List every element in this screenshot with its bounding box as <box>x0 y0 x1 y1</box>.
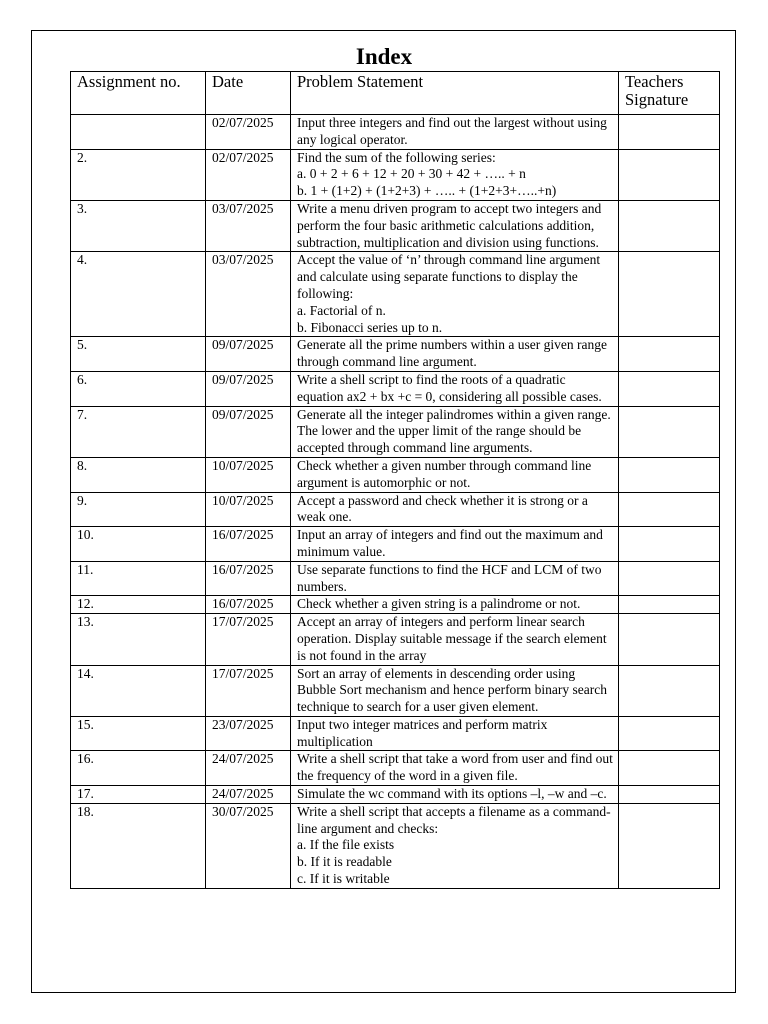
problem-statement-line: Write a shell script to find the roots of a quadratic equation ax2 + bx +c = 0, considering all possible cases. <box>297 371 602 404</box>
assignment-number-cell: 14. <box>71 665 206 716</box>
problem-statement-line: Accept the value of ‘n’ through command line argument and calculate using separate functions to display the following: <box>297 252 601 301</box>
teachers-signature-cell <box>619 786 720 804</box>
date-cell: 24/07/2025 <box>206 751 291 786</box>
problem-statement-line: c. If it is writable <box>297 871 390 887</box>
problem-statement-line: Simulate the wc command with its options –l, –w and –c. <box>297 786 607 802</box>
table-row <box>71 252 720 337</box>
table-row <box>71 786 720 804</box>
problem-statement-line: Input three integers and find out the largest without using any logical operator. <box>297 115 607 147</box>
problem-statement-line: Write a menu driven program to accept two integers and perform the four basic arithmetic calculations addition, subtraction, multiplication and division using functions. <box>297 200 602 250</box>
teachers-signature-cell <box>619 561 720 596</box>
table-row <box>71 115 720 150</box>
problem-statement-cell <box>291 371 619 406</box>
table-row <box>71 596 720 614</box>
problem-statement-cell <box>291 803 619 888</box>
table-row <box>71 406 720 457</box>
assignment-number-cell: 3. <box>71 200 206 251</box>
teachers-signature-cell <box>619 492 720 527</box>
date-cell: 09/07/2025 <box>206 406 291 457</box>
table-row <box>71 561 720 596</box>
date-cell: 10/07/2025 <box>206 457 291 492</box>
problem-statement-line: Input an array of integers and find out the maximum and minimum value. <box>297 527 603 559</box>
assignment-number-cell: 4. <box>71 252 206 337</box>
assignment-number-cell: 2. <box>71 149 206 200</box>
table-row <box>71 371 720 406</box>
table-row <box>71 665 720 716</box>
problem-statement-line: a. Factorial of n. <box>297 302 386 318</box>
problem-statement-cell <box>291 492 619 527</box>
problem-statement-line: Input two integer matrices and perform matrix multiplication <box>297 716 548 749</box>
teachers-signature-cell <box>619 406 720 457</box>
problem-statement-line: Use separate functions to find the HCF and LCM of two numbers. <box>297 561 602 594</box>
table-row <box>71 457 720 492</box>
teachers-signature-cell <box>619 371 720 406</box>
header-teachers-signature: Teachers Signature <box>619 72 720 115</box>
teachers-signature-cell <box>619 751 720 786</box>
problem-statement-line: Accept a password and check whether it is strong or a weak one. <box>297 492 588 525</box>
table-row <box>71 614 720 665</box>
header-problem-statement: Problem Statement <box>291 72 619 115</box>
problem-statement-line: Generate all the integer palindromes within a given range. The lower and the upper limit of the range should be accepted through command line arguments. <box>297 406 611 456</box>
teachers-signature-cell <box>619 596 720 614</box>
date-cell: 16/07/2025 <box>206 527 291 562</box>
problem-statement-cell <box>291 596 619 614</box>
assignment-number-cell: 5. <box>71 337 206 372</box>
teachers-signature-cell <box>619 115 720 150</box>
table-row <box>71 527 720 562</box>
table-row <box>71 200 720 251</box>
date-cell: 10/07/2025 <box>206 492 291 527</box>
table-row <box>71 492 720 527</box>
index-table <box>70 71 720 889</box>
date-cell: 02/07/2025 <box>206 115 291 150</box>
table-row <box>71 149 720 200</box>
assignment-number-cell: 18. <box>71 803 206 888</box>
date-cell: 02/07/2025 <box>206 149 291 200</box>
assignment-number-cell: 8. <box>71 457 206 492</box>
assignment-number-cell: 12. <box>71 596 206 614</box>
problem-statement-cell <box>291 751 619 786</box>
teachers-signature-cell <box>619 716 720 751</box>
date-cell: 09/07/2025 <box>206 371 291 406</box>
teachers-signature-cell <box>619 527 720 562</box>
teachers-signature-cell <box>619 337 720 372</box>
problem-statement-line: a. 0 + 2 + 6 + 12 + 20 + 30 + 42 + ….. + n <box>297 166 526 182</box>
assignment-number-cell: 11. <box>71 561 206 596</box>
table-header-row <box>71 72 720 115</box>
date-cell: 17/07/2025 <box>206 665 291 716</box>
date-cell: 30/07/2025 <box>206 803 291 888</box>
problem-statement-line: Find the sum of the following series: <box>297 149 496 165</box>
teachers-signature-cell <box>619 457 720 492</box>
date-cell: 16/07/2025 <box>206 561 291 596</box>
problem-statement-line: b. If it is readable <box>297 854 392 870</box>
header-assignment-no: Assignment no. <box>71 72 206 115</box>
problem-statement-cell <box>291 149 619 200</box>
problem-statement-line: Write a shell script that take a word from user and find out the frequency of the word in a given file. <box>297 751 613 784</box>
assignment-number-cell: 16. <box>71 751 206 786</box>
date-cell: 23/07/2025 <box>206 716 291 751</box>
problem-statement-cell <box>291 406 619 457</box>
teachers-signature-cell <box>619 665 720 716</box>
table-row <box>71 803 720 888</box>
teachers-signature-cell <box>619 614 720 665</box>
table-row <box>71 716 720 751</box>
date-cell: 03/07/2025 <box>206 200 291 251</box>
problem-statement-line: b. 1 + (1+2) + (1+2+3) + ….. + (1+2+3+…..+n) <box>297 183 557 199</box>
teachers-signature-cell <box>619 149 720 200</box>
date-cell: 16/07/2025 <box>206 596 291 614</box>
problem-statement-line: Generate all the prime numbers within a user given range through command line argument. <box>297 337 608 370</box>
problem-statement-line: Accept an array of integers and perform linear search operation. Display suitable message if the search element is not found in the array <box>297 614 607 663</box>
teachers-signature-cell <box>619 200 720 251</box>
page-title: Index <box>355 44 413 69</box>
assignment-number-cell: 15. <box>71 716 206 751</box>
teachers-signature-cell <box>619 803 720 888</box>
assignment-number-cell: 13. <box>71 614 206 665</box>
problem-statement-cell <box>291 665 619 716</box>
problem-statement-cell <box>291 457 619 492</box>
assignment-number-cell: 10. <box>71 527 206 562</box>
problem-statement-cell <box>291 614 619 665</box>
assignment-number-cell: 17. <box>71 786 206 804</box>
problem-statement-cell <box>291 786 619 804</box>
problem-statement-cell <box>291 527 619 562</box>
problem-statement-line: a. If the file exists <box>297 837 395 853</box>
problem-statement-line: Check whether a given string is a palindrome or not. <box>297 596 581 612</box>
problem-statement-line: b. Fibonacci series up to n. <box>297 319 443 335</box>
assignment-number-cell: 6. <box>71 371 206 406</box>
assignment-number-cell <box>71 115 206 150</box>
problem-statement-cell <box>291 716 619 751</box>
problem-statement-cell <box>291 337 619 372</box>
date-cell: 09/07/2025 <box>206 337 291 372</box>
teachers-signature-cell <box>619 252 720 337</box>
problem-statement-cell <box>291 561 619 596</box>
date-cell: 03/07/2025 <box>206 252 291 337</box>
problem-statement-cell <box>291 115 619 150</box>
table-row <box>71 751 720 786</box>
problem-statement-line: Sort an array of elements in descending order using Bubble Sort mechanism and hence perform binary search technique to search for a user given element. <box>297 665 608 715</box>
table-body <box>71 115 720 889</box>
assignment-number-cell: 9. <box>71 492 206 527</box>
header-date: Date <box>206 72 291 115</box>
date-cell: 24/07/2025 <box>206 786 291 804</box>
problem-statement-cell <box>291 200 619 251</box>
problem-statement-line: Write a shell script that accepts a filename as a command-line argument and checks: <box>297 803 611 836</box>
date-cell: 17/07/2025 <box>206 614 291 665</box>
assignment-number-cell: 7. <box>71 406 206 457</box>
problem-statement-line: Check whether a given number through command line argument is automorphic or not. <box>297 457 592 490</box>
problem-statement-cell <box>291 252 619 337</box>
table-row <box>71 337 720 372</box>
